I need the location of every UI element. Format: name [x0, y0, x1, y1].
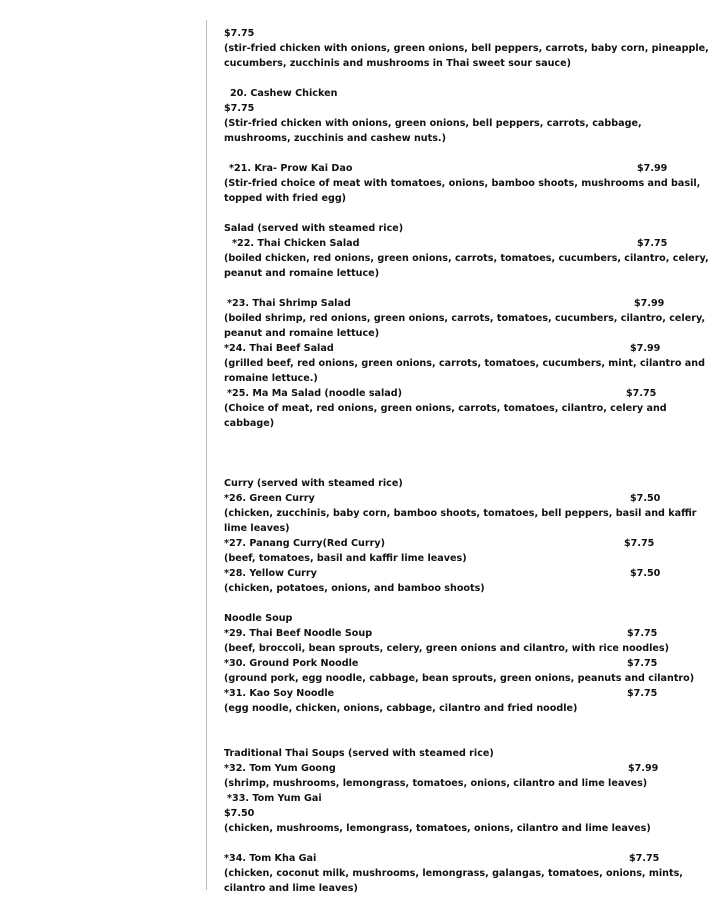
item-name: *22. Thai Chicken Salad [232, 238, 360, 249]
item-price: $7.99 [634, 298, 665, 309]
item-price: $7.75 [626, 388, 657, 399]
item-description: (Stir-fried choice of meat with tomatoes, onions, bamboo shoots, mushrooms and basil, [224, 178, 701, 189]
item-description: (shrimp, mushrooms, lemongrass, tomatoes, onions, cilantro and lime leaves) [224, 778, 648, 789]
item-price: $7.75 [627, 628, 658, 639]
item-name: *25. Ma Ma Salad (noodle salad) [227, 388, 403, 399]
item-description: mushrooms, zucchinis and cashew nuts.) [224, 133, 446, 144]
item-description: (ground pork, egg noodle, cabbage, bean sprouts, green onions, peanuts and cilantro) [224, 673, 695, 684]
item-description: lime leaves) [224, 523, 290, 534]
item-description: (stir-fried chicken with onions, green onions, bell peppers, carrots, baby corn, pineapple, [224, 43, 709, 54]
item-name: *31. Kao Soy Noodle [224, 688, 335, 699]
menu-item-21 [224, 161, 668, 176]
item-description: (egg noodle, chicken, onions, cabbage, cilantro and fried noodle) [224, 703, 578, 714]
menu-item-22 [224, 236, 668, 251]
menu-item-32 [224, 761, 668, 776]
item-description: peanut and romaine lettuce) [224, 328, 380, 339]
item-name: *27. Panang Curry(Red Curry) [224, 538, 385, 549]
section-header-curry: Curry (served with steamed rice) [224, 478, 403, 489]
item-price: $7.99 [630, 343, 661, 354]
item-description: (boiled chicken, red onions, green onions, carrots, tomatoes, cucumbers, cilantro, celery, [224, 253, 709, 264]
item-description: cucumbers, zucchinis and mushrooms in Thai sweet sour sauce) [224, 58, 571, 69]
item-description: (chicken, mushrooms, lemongrass, tomatoes, onions, cilantro and lime leaves) [224, 823, 651, 834]
item-description: (Choice of meat, red onions, green onions, carrots, tomatoes, cilantro, celery and [224, 403, 667, 414]
item-name: *30. Ground Pork Noodle [224, 658, 359, 669]
menu-item-29 [224, 626, 668, 641]
item-description: cilantro and lime leaves) [224, 883, 358, 894]
item-price: $7.75 [627, 658, 658, 669]
item-price: $7.99 [637, 163, 668, 174]
menu-item-25 [224, 386, 668, 401]
item-description: (chicken, potatoes, onions, and bamboo shoots) [224, 583, 485, 594]
item-name: 20. Cashew Chicken [230, 88, 338, 99]
item-description: cabbage) [224, 418, 275, 429]
item-description: (Stir-fried chicken with onions, green onions, bell peppers, carrots, cabbage, [224, 118, 642, 129]
item-description: (beef, tomatoes, basil and kaffir lime leaves) [224, 553, 467, 564]
menu-item-34 [224, 851, 668, 866]
item-price: $7.50 [630, 493, 661, 504]
menu-item-31 [224, 686, 668, 701]
menu-item-23 [224, 296, 668, 311]
item-name: *29. Thai Beef Noodle Soup [224, 628, 373, 639]
left-margin-rule [206, 20, 207, 890]
item-description: (grilled beef, red onions, green onions, carrots, tomatoes, cucumbers, mint, cilantro and [224, 358, 705, 369]
item-name: *21. Kra- Prow Kai Dao [229, 163, 353, 174]
item-name: *23. Thai Shrimp Salad [227, 298, 351, 309]
menu-item-28 [224, 566, 668, 581]
item-price: $7.75 [224, 103, 255, 114]
section-header-noodle-soup: Noodle Soup [224, 613, 293, 624]
item-description: romaine lettuce.) [224, 373, 318, 384]
item-price: $7.75 [627, 688, 658, 699]
item-name: *33. Tom Yum Gai [227, 793, 322, 804]
item-price: $7.50 [630, 568, 661, 579]
item-price: $7.75 [629, 853, 660, 864]
item-price: $7.75 [624, 538, 655, 549]
item-description: (beef, broccoli, bean sprouts, celery, green onions and cilantro, with rice noodles) [224, 643, 670, 654]
item-name: *26. Green Curry [224, 493, 315, 504]
item-name: *24. Thai Beef Salad [224, 343, 334, 354]
item-price: $7.75 [637, 238, 668, 249]
item-name: *34. Tom Kha Gai [224, 853, 317, 864]
item-description: (boiled shrimp, red onions, green onions, carrots, tomatoes, cucumbers, cilantro, celery, [224, 313, 706, 324]
item-price: $7.50 [224, 808, 255, 819]
item-name: *28. Yellow Curry [224, 568, 317, 579]
section-header-thai-soups: Traditional Thai Soups (served with steamed rice) [224, 748, 494, 759]
menu-page [224, 26, 709, 896]
item-price: $7.99 [628, 763, 659, 774]
item-price: $7.75 [224, 28, 255, 39]
item-name: *32. Tom Yum Goong [224, 763, 336, 774]
menu-item-27 [224, 536, 668, 551]
section-header-salad: Salad (served with steamed rice) [224, 223, 404, 234]
menu-item-30 [224, 656, 668, 671]
item-description: (chicken, coconut milk, mushrooms, lemongrass, galangas, tomatoes, onions, mints, [224, 868, 683, 879]
menu-item-26 [224, 491, 668, 506]
item-description: peanut and romaine lettuce) [224, 268, 380, 279]
item-description: topped with fried egg) [224, 193, 347, 204]
item-description: (chicken, zucchinis, baby corn, bamboo shoots, tomatoes, bell peppers, basil and kaffir [224, 508, 697, 519]
menu-item-24 [224, 341, 668, 356]
